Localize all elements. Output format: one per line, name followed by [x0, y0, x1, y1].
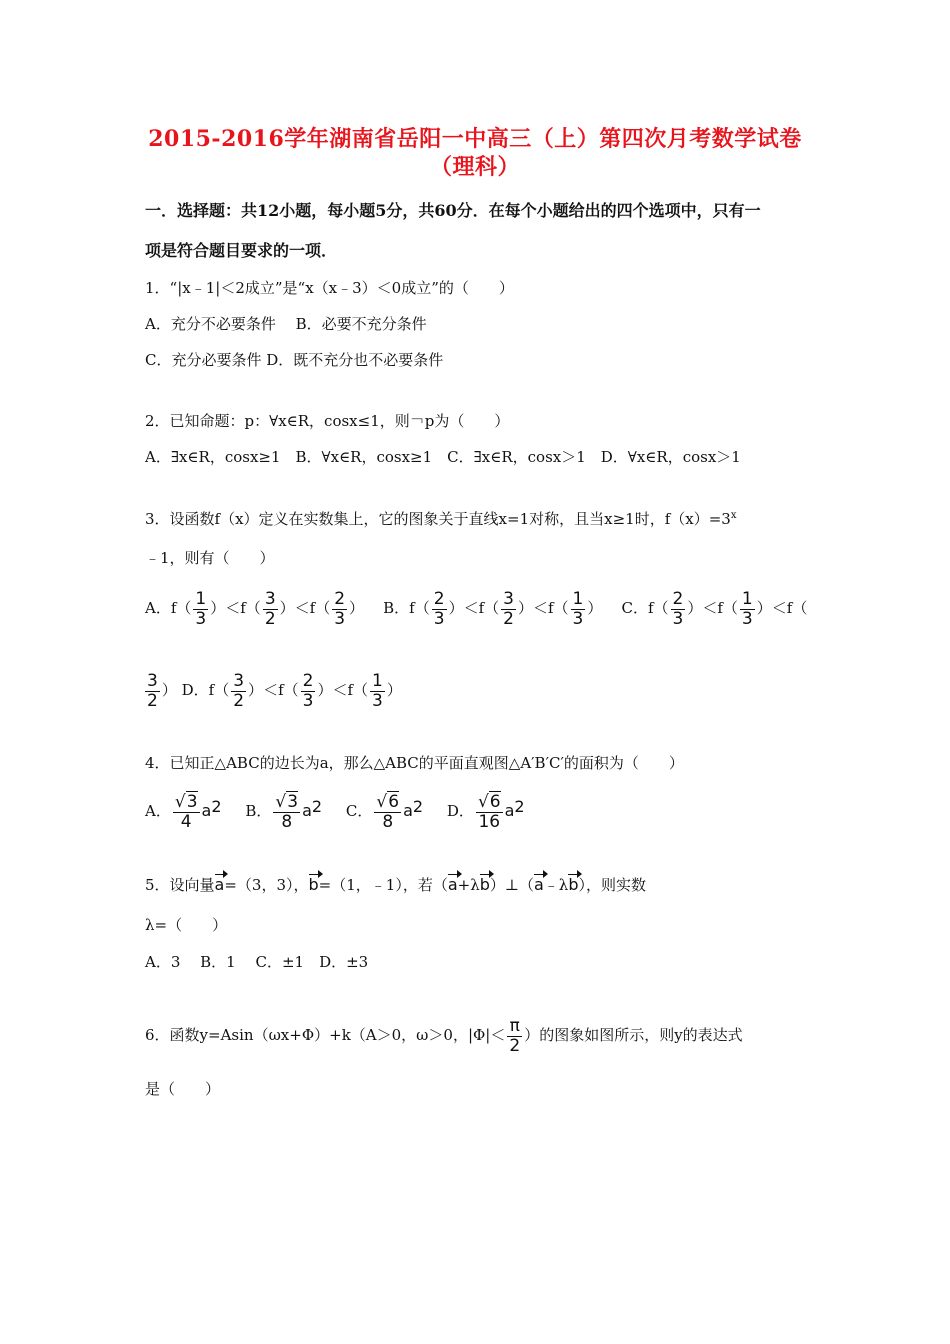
- fraction: $\frac{1}{3}$: [572, 589, 584, 629]
- fraction: $\frac{1}{3}$: [741, 589, 753, 629]
- q6-stem-line2: 是（ ）: [145, 1080, 221, 1098]
- fraction: $\frac{3}{2}$: [147, 671, 158, 711]
- q2-stem: 2．已知命题：p：∀x∈R，cosx≤1，则￢p为（ ）: [145, 412, 510, 430]
- q3-exponent: x: [730, 510, 737, 521]
- q3-stem-line2: ﹣1，则有（ ）: [145, 549, 275, 567]
- vector-b: b: [479, 875, 490, 894]
- fraction-sqrt6-over-16: $\frac{√6}{16}$: [477, 792, 501, 832]
- fraction: $\frac{3}{2}$: [503, 589, 514, 629]
- fraction: $\frac{2}{3}$: [334, 589, 346, 629]
- fraction: $\frac{3}{2}$: [264, 589, 276, 629]
- fraction-sqrt6-over-8: $\frac{√6}{8}$: [376, 792, 400, 832]
- vector-a: a: [214, 875, 225, 894]
- q3-options-row2: $\frac{3}{2}$ ） D．f（ $\frac{3}{2}$ ）＜f（ $\frac{2}{3}$ ）＜f（ $\frac{1}{3}$ ）: [147, 671, 402, 711]
- q1-stem: 1．“|x﹣1|＜2成立”是“x（x﹣3）＜0成立”的（ ）: [145, 279, 514, 297]
- q1-options-ab: A．充分不必要条件 B．必要不充分条件: [145, 315, 427, 333]
- q2-options: A．∃x∈R，cosx≥1 B．∀x∈R，cosx≥1 C．∃x∈R，cosx＞1 D．∀x∈R，cosx＞1: [145, 448, 741, 466]
- q5-lambda: λ=（ ）: [145, 916, 228, 934]
- section-instructions-line1: 一．选择题：共12小题，每小题5分，共60分．在每个小题给出的四个选项中，只有一: [145, 201, 761, 220]
- vector-b: b: [308, 875, 319, 894]
- exam-title: 2015-2016学年湖南省岳阳一中高三（上）第四次月考数学试卷: [148, 126, 802, 152]
- q5-options: A．3 B．1 C．±1 D．±3: [145, 953, 369, 971]
- fraction: $\frac{1}{3}$: [372, 671, 383, 711]
- q4-stem: 4．已知正△ABC的边长为a，那么△ABC的平面直观图△A′B′C′的面积为（ ）: [145, 754, 684, 772]
- vector-a: a: [447, 875, 458, 894]
- section-instructions-line2: 项是符合题目要求的一项．: [145, 241, 338, 260]
- fraction: $\frac{3}{2}$: [233, 671, 245, 711]
- q3-options-row1: A．f（ $\frac{1}{3}$ ）＜f（ $\frac{3}{2}$ ）＜f（ $\frac{2}{3}$ ） B．f（ $\frac{2}{3}$ ）＜f（ $\frac{3}{2}$ ）＜f（ $\frac{1}{3}$ ） C．f（ $\frac{2}{3}$ ）＜f（ $\frac{1}{3}$ ）＜f（: [145, 589, 808, 629]
- fraction-pi-over-2: $\frac{\pi}{2}$: [509, 1016, 521, 1056]
- fraction: $\frac{2}{3}$: [433, 589, 445, 629]
- q5-stem: 5．设向量a=（3，3），b=（1，﹣1），若（a+λb）⊥（a﹣λb），则实数: [145, 875, 646, 894]
- exam-subtitle: （理科）: [429, 154, 520, 180]
- fraction: $\frac{2}{3}$: [302, 671, 314, 711]
- q1-options-cd: C．充分必要条件 D．既不充分也不必要条件: [145, 351, 444, 369]
- vector-a: a: [533, 875, 544, 894]
- q3-stem-line1: 3．设函数f（x）定义在实数集上，它的图象关于直线x=1对称，且当x≥1时，$f(x)=3^x$: [145, 510, 737, 528]
- q4-options: A． $\frac{√3}{4}$ a2 B． $\frac{√3}{8}$ a2 C． $\frac{√6}{8}$ a2 D． $\frac{√6}{16}$ a2: [145, 792, 525, 832]
- fraction-sqrt3-over-8: $\frac{√3}{8}$: [275, 792, 299, 832]
- fraction: $\frac{1}{3}$: [195, 589, 207, 629]
- fraction: $\frac{2}{3}$: [672, 589, 684, 629]
- vector-b: b: [568, 875, 579, 894]
- fraction-sqrt3-over-4: $\frac{√3}{4}$: [174, 792, 198, 832]
- q6-stem-line1: 6．函数y=Asin（ωx+Φ）+k（A＞0，ω＞0，|Φ|＜ $\frac{\pi}{2}$ ）的图象如图所示，则y的表达式: [145, 1016, 743, 1056]
